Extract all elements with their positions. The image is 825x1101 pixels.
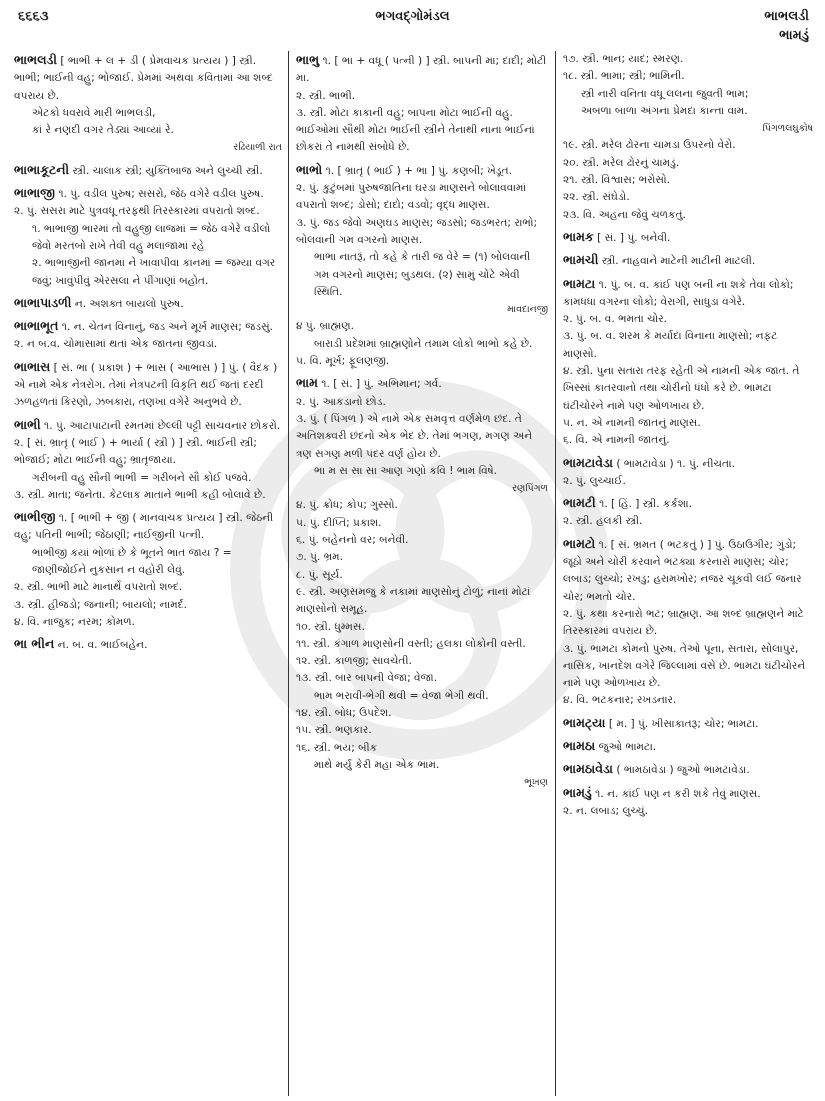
definition-text: ૧. [ હિં. ] સ્ત્રી. કર્કશા. bbox=[599, 498, 693, 511]
example-quote: ભા મ સ સા સા આણ ગણો કવિ ! ભામ વિષે. bbox=[314, 464, 498, 477]
dictionary-entry bbox=[563, 760, 813, 779]
definition-text: [ સં. ભા ( પ્રકાશ ) + ભાસ ( આભાસ ) ] પું. ( વૈદક ) એ નામે એક નેત્રરોગ. તેમાં નેત્રપટની વિકૃતિ થઈ જતાં દરદી ઝળહળતાં કિરણો, ઝબકારા, તણખા વગેરે અનુભવે છે. bbox=[14, 361, 278, 409]
entry-first-line bbox=[563, 737, 813, 756]
definition-sense: ૯. સ્ત્રી. અણસમજુ કે નકામાં માણસોનું ટોળું; નાનાં મોટાં માણસોનો સમૂહ. bbox=[296, 585, 531, 616]
dictionary-entry bbox=[563, 737, 813, 756]
definition-sense: ૬. વિ. એ નામની જાતનું. bbox=[563, 434, 670, 447]
example-quote: ગરીબની વહુ સૌની ભાભી = ગરીબને સૌ કોઈ પજવે. bbox=[32, 471, 252, 484]
entry-first-line bbox=[14, 184, 282, 203]
guide-words bbox=[764, 7, 809, 45]
definition-text: ( ભામઠાવેડા ) જુઓ ભામટાવેડા. bbox=[616, 764, 750, 777]
definition-sense: ૫. વિ. મૂર્ખ; ફૂલણજી. bbox=[296, 355, 390, 368]
running-title: ભગવદ્ગોમંડલ bbox=[375, 9, 450, 24]
definition-sense: ૨. સ્ત્રી. ભાભી માટે માનાર્થે વપરાતો શબ્દ. bbox=[14, 581, 183, 594]
headword: ભામઠા bbox=[563, 737, 596, 753]
headword: ભામઠાવેડા bbox=[563, 761, 613, 777]
definition-sense: ૧૧. સ્ત્રી. કંગાળ માણસોની વસ્તી; હલકા લોકોની વસ્તી. bbox=[296, 637, 526, 650]
headword: ભાભીજી bbox=[14, 509, 56, 525]
definition-text: ૧. [ સં. ] પું. અભિમાન; ગર્વ. bbox=[321, 378, 442, 391]
headword: ભાભાકૂટની bbox=[14, 161, 70, 177]
definition-sense: ૨. પું. કથા કરનારો ભટ; બ્રાહ્મણ. આ શબ્દ બ્રાહ્મણને માટે તિરસ્કારમાં વપરાય છે. bbox=[563, 607, 804, 638]
definition-text: [ સં. ] પું. બનેવી. bbox=[597, 231, 671, 244]
entry-first-line bbox=[14, 508, 282, 545]
definition-sense: ૧૫. સ્ત્રી. ભણકાર. bbox=[296, 724, 372, 737]
example-quote: એટકો ધવરાવે મારી ભાભલડી, bbox=[32, 106, 156, 119]
entry-first-line bbox=[14, 358, 282, 412]
entry-first-line bbox=[14, 51, 282, 105]
definition-text: ૧. [ સં. ભ્રમત ( ભટકતું ) ] પું. ઉઠાઉગીર; ગુંડો; જૂઠો અને ચોરી કરવાને ભટક્યા કરનારો માણસ; ચોર; લબાડ; લુચ્ચો; રખડુ; હરામખોર; નજર ચૂકવી લઈ જનાર ચોર; ભમતો ચોર. bbox=[563, 538, 802, 603]
definition-sense: ૪. સ્ત્રી. પુના સતારા તરફ રહેતી એ નામની એક જાત. તે ખિસ્સાં કાતરવાનો તથા ચોરીનો ધંધો કરે છે. ભામટા ઘંટીચોરને નામે પણ ઓળખાય છે. bbox=[563, 365, 800, 412]
headword: ભાભાજી bbox=[14, 185, 55, 201]
citation-source: રણપિંગળ bbox=[512, 483, 548, 495]
definition-sense: ૩. પું. ( પિંગળ ) એ નામે એક સમવૃત્ત વર્ણમેળ છંદ. તે અતિશક્વરી છંદનો એક ભેદ છે. તેમાં ભગણ, મગણ અને ત્રણ સગણ મળી પંદર વર્ણ હોય છે. bbox=[296, 412, 533, 460]
headword: ભામટી bbox=[563, 495, 596, 511]
definition-sense: ૧૦. સ્ત્રી. ધુમ્મસ. bbox=[296, 620, 365, 633]
definition-text: [ ભાભી + લ + ડી ( પ્રેમવાચક પ્રત્યય ) ] સ્ત્રી. ભાભી; ભાઈની વહુ; ભોજાઈ. પ્રેમમાં અથવા કવિતામાં આ શબ્દ વપરાય છે. bbox=[14, 55, 273, 102]
entry-first-line bbox=[296, 374, 548, 393]
dictionary-entry bbox=[296, 374, 548, 791]
dictionary-entry bbox=[14, 294, 282, 313]
entry-first-line bbox=[296, 161, 548, 180]
definition-sense: ૨. પું. આકડાનો છોડ. bbox=[296, 395, 386, 408]
definition-sense: ૧૪. સ્ત્રી. બોધ; ઉપદેશ. bbox=[296, 706, 392, 719]
dictionary-entry bbox=[563, 454, 813, 491]
definition-text: ૧. પું. બ. વ. કાંઈ પણ બની ના શકે તેવા લોકો; કામધંધા વગરના લોકો; વેરાગી, સાધુડા વગેરે. bbox=[563, 278, 794, 308]
definition-sense: ૨. પું. બ. વ. ભમતા ચોર. bbox=[563, 313, 668, 326]
example-quote: કાં રે નણદી વગર તેડ્યાં આવ્યાં રે. bbox=[32, 124, 174, 137]
entry-first-line bbox=[563, 454, 813, 473]
definition-sense: ૨૨. સ્ત્રી. સંઘેડો. bbox=[563, 191, 630, 204]
headword: ભાભી bbox=[14, 416, 41, 432]
headword: ભામટાવેડા bbox=[563, 454, 613, 470]
headword: ભાભાભૂત bbox=[14, 318, 59, 334]
definition-sense: ૪. વિ. ભટકનાર; રખડનાર. bbox=[563, 694, 677, 707]
dictionary-entry bbox=[14, 317, 282, 354]
example-quote: ૧. ભાભાજી ભારમાં તો વહુજી લાજમાં = જેઠ વગેરે વડીલો જેવો મરતબો રાખે તેવી વહુ મલાજામાં રહે bbox=[32, 222, 271, 252]
entry-first-line bbox=[563, 784, 813, 803]
headword: ભામ bbox=[296, 375, 318, 391]
definition-text: ૧. પું. આટાપાટાની રમતમાં છેલ્લી પટ્ટી સાચવનાર છોકરો. bbox=[44, 419, 281, 432]
example-quote: માથે મર્યું કેરી મહા એક ભામ. bbox=[314, 758, 440, 771]
entry-first-line bbox=[563, 51, 813, 68]
headword: ભામટ્યા bbox=[563, 714, 606, 730]
page-header bbox=[0, 0, 825, 50]
definition-sense: ૨૧. સ્ત્રી. વિશ્વાસ; ભરોસો. bbox=[563, 174, 670, 187]
dictionary-entry bbox=[296, 161, 548, 371]
definition-text: ન. બ. વ. ભાઈબહેન. bbox=[57, 639, 148, 652]
column-2 bbox=[289, 51, 555, 1096]
citation-source: પિંગળલઘુકોષ bbox=[762, 123, 813, 135]
definition-text: ૧. [ ભાભી + જી ( માનવાચક પ્રત્યય ] સ્ત્રી. જેઠની વહુ; પતિની ભાભી; જેઠાણી; નાઈજીની પત્ની. bbox=[14, 512, 274, 542]
definition-text: ( ભામટાવેડા ) ૧. પું. નીચતા. bbox=[616, 457, 735, 470]
definition-sense: ૩. પું. ભામટા કોમનો પુરુષ. તેઓ પૂના, સતારા, સોલાપુર, નાસિક, ખાનદેશ વગેરે જિલ્લામાં વસે છે. ભામટા ઘંટીચોરને નામે પણ ઓળખાય છે. bbox=[563, 642, 806, 690]
example-quote: ભાભીજી કયાં ભોળાં છે કે ભૂતને ભાત જાય ? = જાણીજોઈને નુકસાન ન વહોરી લેવું. bbox=[32, 546, 232, 577]
definition-text: ૧. ન. કાંઈ પણ ન કરી શકે તેવું માણસ. bbox=[595, 787, 761, 800]
definition-text: સ્ત્રી. નાહવાને માટેની માટીની માટલી. bbox=[601, 255, 756, 268]
entry-first-line bbox=[14, 294, 282, 313]
guide-word-last: ભામડું bbox=[779, 28, 809, 43]
definition-sense: ૨. [ સં. ભ્રાતૃ ( ભાઈ ) + ભાર્યા ( સ્ત્રી ) ] સ્ત્રી. ભાઈની સ્ત્રી; ભોજાઈ; મોટા ભાઈની વહુ; ભ્રાતૃજાયા. bbox=[14, 436, 257, 467]
dictionary-entry bbox=[14, 51, 282, 157]
definition-sense: ૨. પું. લુચ્ચાઈ. bbox=[563, 474, 626, 487]
definition-sense: ૨. પું. કુટુંબમાં પુરુષજાતિના ઘરડા માણસને બોલાવવામાં વપરાતો શબ્દ; ડોસો; દાદો; વડવો; વૃદ્ધ માણસ. bbox=[296, 182, 527, 212]
headword: ભાભાપાડળી bbox=[14, 294, 72, 310]
definition-sense: ૧૮. સ્ત્રી. ભામા; સ્ત્રી; ભામિની. bbox=[563, 70, 685, 83]
headword: ભામડું bbox=[563, 784, 592, 800]
definition-sense: ૩. સ્ત્રી. માતા; જનેતા. કેટલાક માતાને ભાભી કહી બોલાવે છે. bbox=[14, 488, 266, 501]
example-quote: સ્ત્રી નારી વનિતા વધૂ લલના જુવતી ભામ; bbox=[581, 87, 749, 100]
definition-sense: ૧૩. સ્ત્રી. બાર બાપની વેજા; વેજા. bbox=[296, 672, 438, 685]
headword: ભાભાસ bbox=[14, 358, 51, 374]
definition-sense: ૧૨. સ્ત્રી. કાળજી; સાવચેતી. bbox=[296, 655, 412, 668]
definition-sense: ૩. પું. બ. વ. શરમ કે મર્યાદા વિનાના માણસો; નફટ માણસો. bbox=[563, 330, 778, 360]
dictionary-entry bbox=[14, 161, 282, 180]
definition-sense: ૨૩. વિ. અહના જેવું ચળકતું. bbox=[563, 208, 686, 221]
definition-sense: ૨. પું. સસરા માટે પુત્રવધૂ તરફથી તિરસ્કારમાં વપરાતો શબ્દ. bbox=[14, 205, 260, 218]
headword: ભા ભીન bbox=[14, 636, 55, 652]
citation-source: માવદાનજી bbox=[507, 304, 548, 316]
entry-first-line bbox=[563, 714, 813, 733]
definition-sense: ૫. ન. એ નામની જાતનું માણસ. bbox=[563, 416, 701, 429]
definition-sense: ૨. સ્ત્રી. હલકી સ્ત્રી. bbox=[563, 515, 643, 528]
guide-word-first: ભાભલડી bbox=[764, 9, 809, 24]
definition-text: ન. અશક્ત બાયલો પુરુષ. bbox=[74, 297, 184, 310]
column-3 bbox=[556, 51, 813, 1096]
definition-sense: ૧૬. સ્ત્રી. ભય; બીક bbox=[296, 741, 378, 754]
dictionary-entry bbox=[563, 714, 813, 733]
definition-text: [ મ. ] પું. ખીસાકાતરૂ; ચોર; ભામટા. bbox=[608, 717, 759, 730]
example-quote: ૨. ભાભાજીની જાનમાં ને ખાવાપીવા કાનમાં = જમ્યા વગર જવું; ખાવુંપીવું એરસલા ને પીંગાણાં બહોત. bbox=[32, 257, 276, 287]
example-quote: અબળા બાળા અંગના પ્રેમદા કાન્તા વામ. bbox=[581, 104, 748, 117]
definition-sense: ૨૦. સ્ત્રી. મરેલ ઢોરનું ચામડું. bbox=[563, 156, 680, 169]
definition-sense: ૭. પું. ભ્રમ. bbox=[296, 551, 344, 564]
dictionary-entry bbox=[14, 416, 282, 504]
entry-first-line bbox=[563, 535, 813, 606]
definition-text: જુઓ ભામટા. bbox=[598, 740, 657, 753]
example-quote: બારાડી પ્રદેશમાં બ્રાહ્મણોને તમામ લોકો ભાભો કહે છે. bbox=[314, 337, 533, 350]
definition-sense: ૩. સ્ત્રી. મોટા કાકાની વહુ; બાપના મોટા ભાઈની વહુ. ભાઈઓમાં સૌથી મોટા ભાઈની સ્ત્રીને તેનાથી નાના ભાઈનાં છોકરાં તે નામથી સંબોધે છે. bbox=[296, 106, 535, 154]
column-1 bbox=[14, 51, 288, 1096]
definition-sense: ૩. પું. જડ જેવો અણઘડ માણસ; જડસો; જડભરત; રાભો; બોલવાની ગમ વગરનો માણસ. bbox=[296, 216, 538, 246]
dictionary-entry bbox=[296, 51, 548, 157]
headword: ભાભલડી bbox=[14, 52, 57, 67]
entry-first-line bbox=[14, 416, 282, 435]
definition-sense: ૪. વિ. નાજુક; નરમ; કોમળ. bbox=[14, 615, 135, 628]
entry-first-line bbox=[14, 161, 282, 180]
definition-sense: ૪ પું. બ્રાહ્મણ. bbox=[296, 320, 355, 333]
headword: ભાભુ bbox=[296, 52, 320, 67]
definition-sense: ૨. સ્ત્રી. ભાભી. bbox=[296, 89, 356, 102]
dictionary-entry bbox=[563, 784, 813, 821]
dictionary-entry bbox=[14, 508, 282, 631]
dictionary-entry bbox=[563, 275, 813, 450]
headword: ભામક bbox=[563, 228, 594, 244]
entry-first-line bbox=[563, 275, 813, 312]
example-quote: ભામ ભરાવી-ભેગી થવી = વેજા ભેગી થવી. bbox=[314, 689, 489, 702]
entry-first-line bbox=[14, 635, 282, 654]
definition-sense: ૪. પું. ક્રોધ; કોપ; ગુસ્સો. bbox=[296, 499, 398, 512]
dictionary-entry bbox=[14, 358, 282, 412]
citation-source: ભૂખણ bbox=[524, 777, 548, 789]
entry-first-line bbox=[563, 760, 813, 779]
definition-sense: ૧૯. સ્ત્રી. મરેલ ઢોરના ચામડા ઉપરનો વેરો. bbox=[563, 139, 736, 152]
headword: ભામચી bbox=[563, 252, 599, 268]
definition-text: ૧. [ ભા + વધૂ ( પત્ની ) ] સ્ત્રી. બાપની મા; દાદી; મોટી મા. bbox=[296, 55, 547, 85]
dictionary-entry bbox=[563, 51, 813, 224]
definition-text: ૧. પું. વડીલ પુરુષ; સસરો, જેઠ વગેરે વડીલ પુરુષ. bbox=[58, 188, 264, 201]
definition-text: ૧. ન. ચેતન વિનાનું, જડ અને મૂર્ખ માણસ; જડસું. bbox=[61, 321, 274, 334]
text-columns bbox=[14, 51, 814, 1096]
definition-sense: ૨. ન બ.વ. ચોમાસામાં થતાં એક જાતનાં જીવડાં. bbox=[14, 338, 218, 351]
definition-sense: ૩. સ્ત્રી. હીજડો; જનાની; બાયલો; નામર્દ. bbox=[14, 598, 187, 611]
definition-text: ૧૭. સ્ત્રી. ભાન; યાદ; સ્મરણ. bbox=[563, 53, 684, 65]
headword: ભાભો bbox=[296, 161, 323, 177]
headword: ભામટા bbox=[563, 275, 596, 291]
dictionary-entry bbox=[14, 635, 282, 654]
dictionary-entry bbox=[563, 494, 813, 531]
entry-first-line bbox=[563, 228, 813, 247]
dictionary-entry bbox=[14, 184, 282, 290]
dictionary-entry bbox=[563, 535, 813, 710]
dictionary-entry bbox=[563, 228, 813, 247]
definition-sense: ૨. ન. લબાડ; લુચ્ચું. bbox=[563, 804, 648, 817]
example-quote: ભાભા નાતરૂં, તો કહે કે તારી જ વેરે = (૧) બોલવાની ગમ વગરનો માણસ; બુડથલ. (૨) સામું ચોંટે એવી સ્થિતિ. bbox=[314, 251, 531, 298]
definition-sense: ૫. પું. દીપ્તિ; પ્રકાશ. bbox=[296, 516, 382, 529]
entry-first-line bbox=[563, 494, 813, 513]
entry-first-line bbox=[296, 51, 548, 88]
definition-sense: ૮. પું. સૂર્ય. bbox=[296, 568, 343, 581]
entry-first-line bbox=[563, 251, 813, 270]
dictionary-entry bbox=[563, 251, 813, 270]
headword: ભામટો bbox=[563, 535, 596, 551]
definition-sense: ૬. પું. બહેનનો વર; બનેવી. bbox=[296, 534, 409, 547]
definition-text: ૧. [ ભ્રાતૃ ( ભાઈ ) + ભા ] પું. કણબી; ખેડૂત. bbox=[325, 164, 512, 177]
definition-text: સ્ત્રી. ચાલાક સ્ત્રી; યુક્તિબાજ અને લુચ્ચી સ્ત્રી. bbox=[72, 164, 263, 177]
citation-source: રઢિયાળી રાત bbox=[233, 142, 282, 154]
entry-first-line bbox=[14, 317, 282, 336]
page-number: ૬૬૬૩ bbox=[18, 9, 49, 24]
